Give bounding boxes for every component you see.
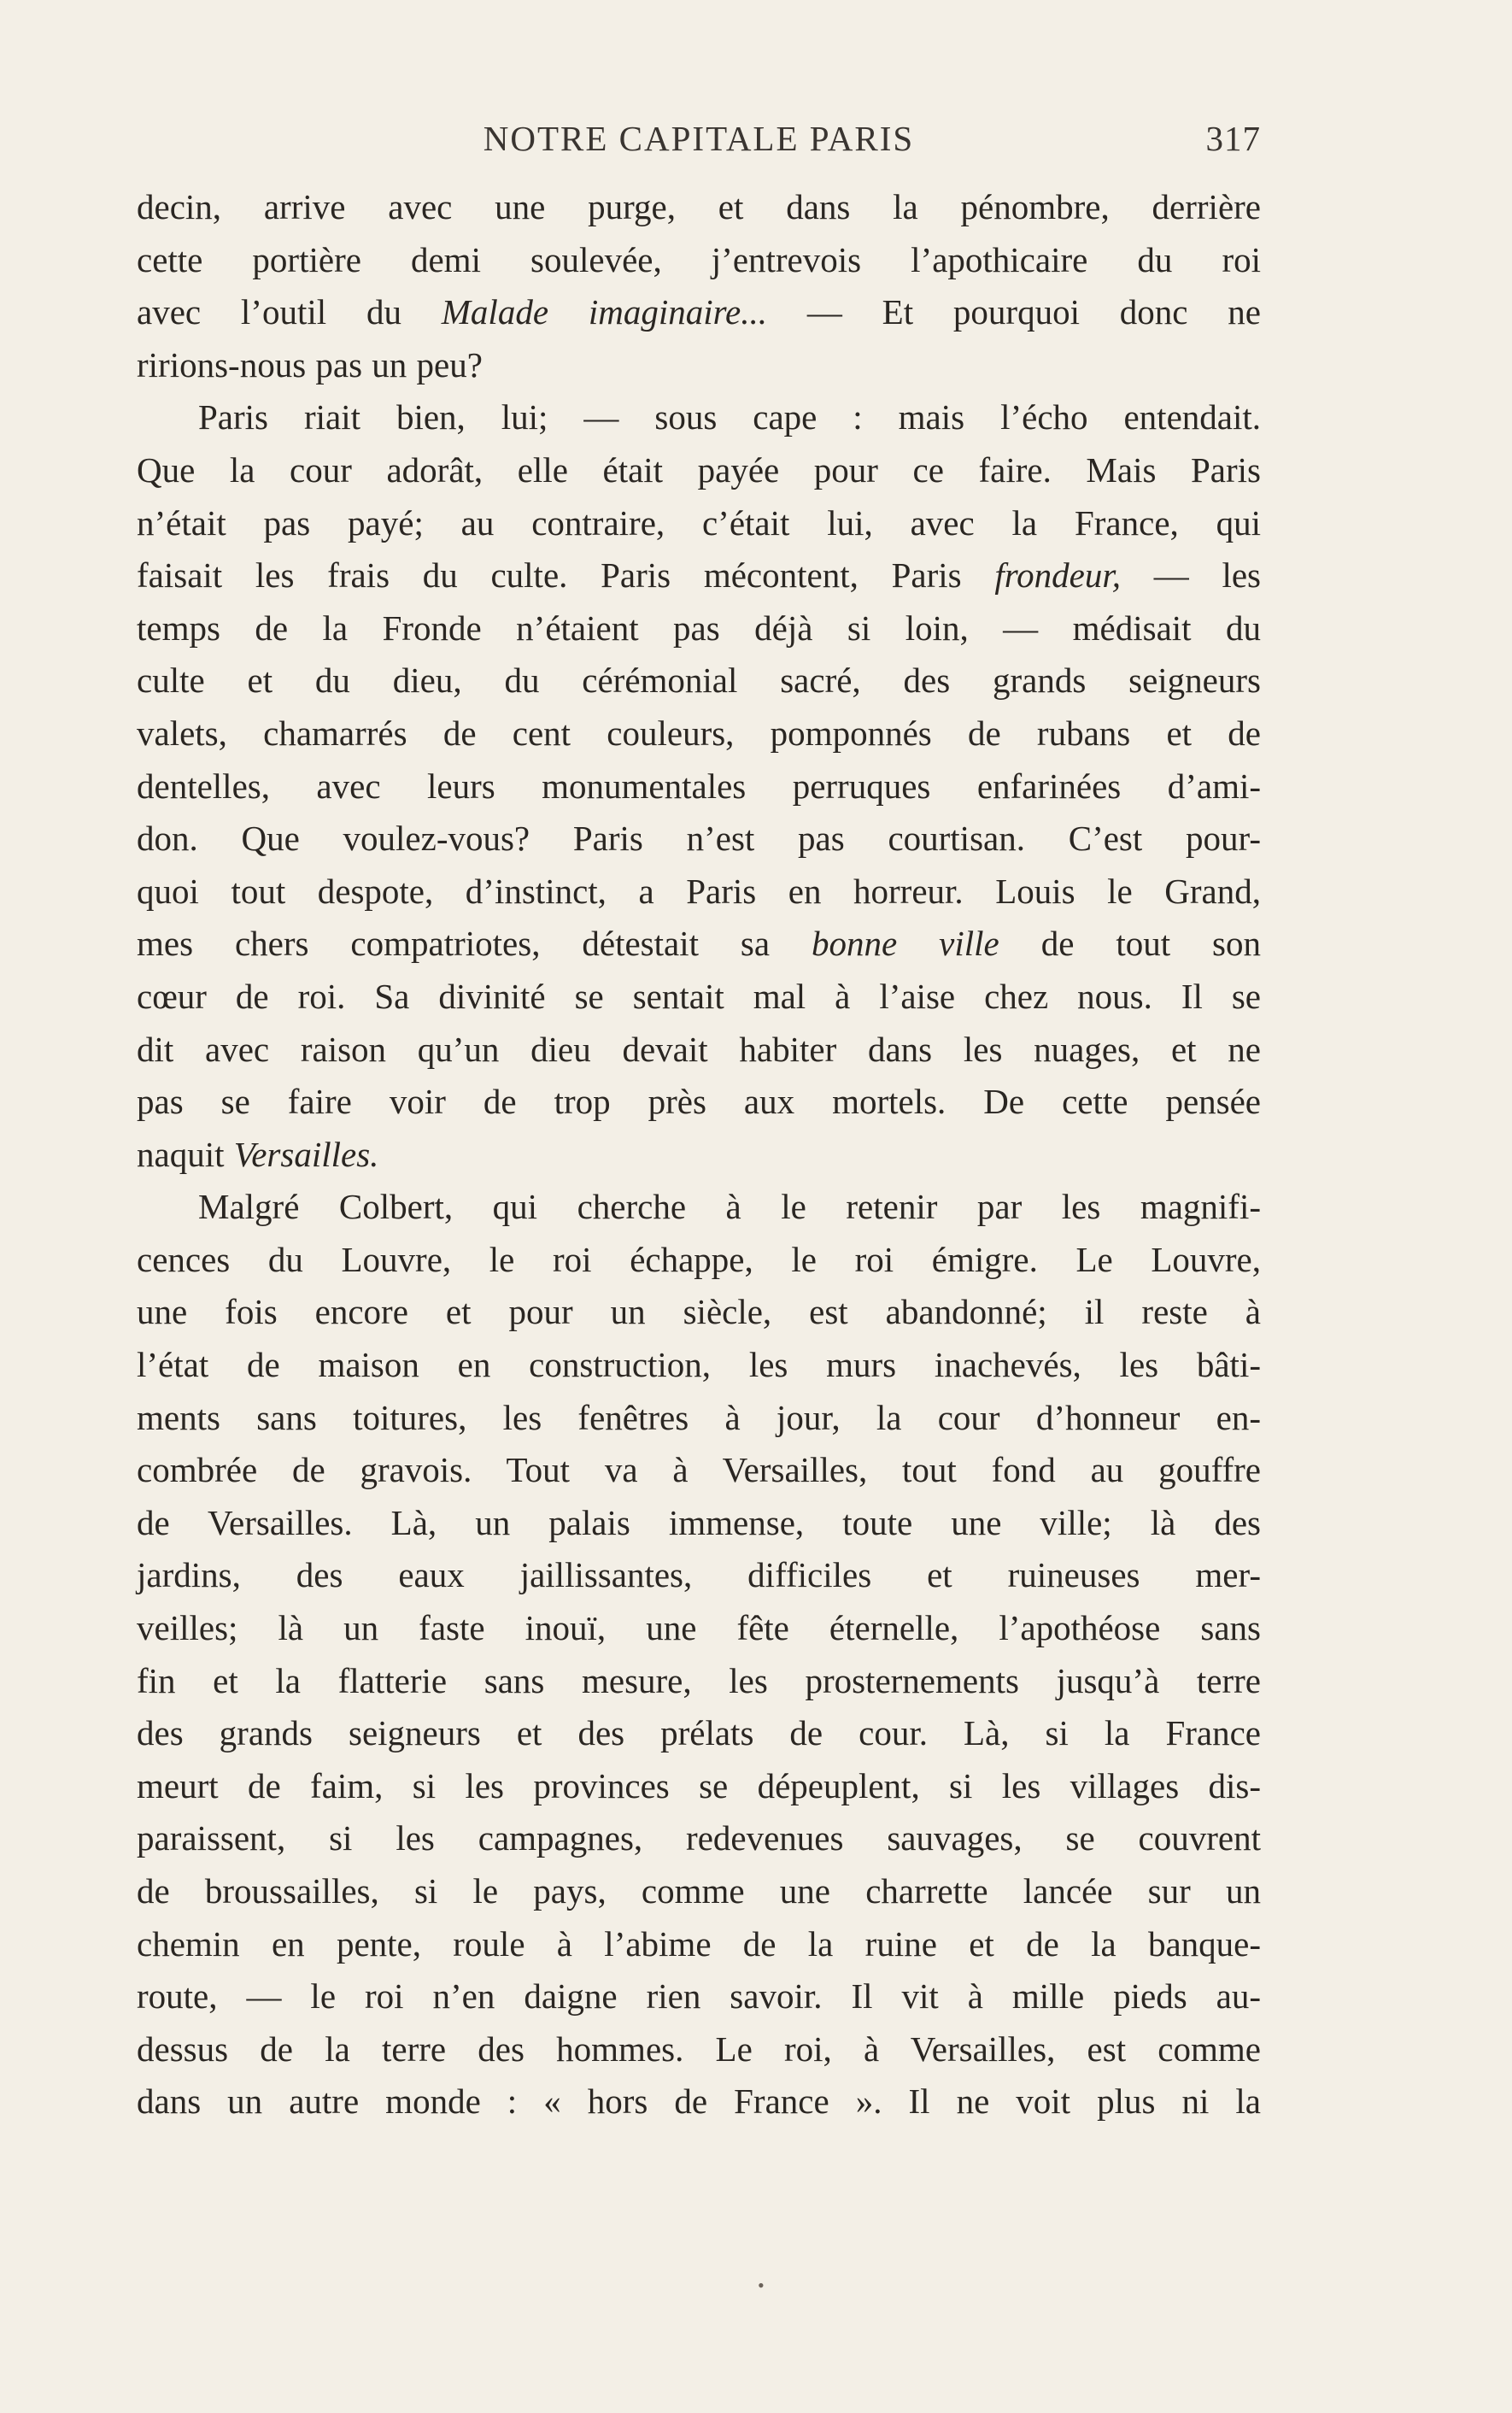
text-line <box>137 1497 1261 1550</box>
text-line <box>137 1181 1261 1234</box>
text-line-main: l’état de maison en construction, les murs inachevés, les bâti- <box>137 1345 1261 1385</box>
text-line-main: dessus de la terre des hommes. Le roi, à Versailles, est comme <box>137 2028 1261 2069</box>
text-line-main: mes chers compatriotes, détestait sa <box>137 924 812 964</box>
text-line-main: Malgré Colbert, qui cherche à le retenir par les magnifi- <box>198 1187 1261 1227</box>
text-line <box>137 1707 1261 1760</box>
text-line <box>137 1076 1261 1129</box>
text-line <box>137 971 1261 1024</box>
text-line <box>137 1286 1261 1339</box>
text-line-main: meurt de faim, si les provinces se dépeuplent, si les villages dis- <box>137 1765 1261 1805</box>
text-line <box>137 497 1261 550</box>
text-line <box>137 339 1261 392</box>
text-line-main: chemin en pente, roule à l’abime de la ruine et de la banque- <box>137 1923 1261 1964</box>
text-line <box>137 707 1261 760</box>
text-line-main: faisait les frais du culte. Paris mécontent, Paris <box>137 555 995 596</box>
text-line <box>137 1549 1261 1602</box>
text-line-main: fin et la flatterie sans mesure, les prosternements jusqu’à terre <box>137 1660 1261 1700</box>
text-line-main: jardins, des eaux jaillissantes, difficiles et ruineuses mer- <box>137 1555 1261 1595</box>
text-line-main: cette portière demi soulevée, j’entrevois l’apothicaire du roi <box>137 239 1261 279</box>
text-line-main: dentelles, avec leurs monumentales perruques enfarinées d’ami- <box>137 766 1261 806</box>
italic-text: frondeur, <box>994 555 1121 596</box>
italic-text: Malade imaginaire... <box>441 292 768 332</box>
text-line <box>137 866 1261 919</box>
text-line-main: cences du Louvre, le roi échappe, le roi émigre. Le Louvre, <box>137 1239 1261 1279</box>
text-line-main: quoi tout despote, d’instinct, a Paris en horreur. Louis le Grand, <box>137 871 1261 911</box>
text-line <box>137 760 1261 813</box>
text-line-main: route, — le roi n’en daigne rien savoir. Il vit à mille pieds au- <box>137 1976 1261 2017</box>
text-line-main: Paris riait bien, lui; — sous cape : mais l’écho entendait. <box>198 397 1261 437</box>
text-line <box>137 813 1261 866</box>
text-line <box>137 1760 1261 1813</box>
text-line-main: naquit <box>137 1134 234 1174</box>
body-text <box>137 181 1261 2128</box>
text-line <box>137 1339 1261 1392</box>
page-number: 317 <box>1205 119 1261 158</box>
running-title: NOTRE CAPITALE PARIS <box>483 119 915 158</box>
text-line-main: n’était pas payé; au contraire, c’était lui, avec la France, qui <box>137 502 1261 543</box>
text-line <box>137 444 1261 497</box>
text-line <box>137 602 1261 655</box>
text-line-tail: — les <box>1121 555 1261 596</box>
text-line <box>137 1970 1261 2023</box>
text-line-main: de Versailles. Là, un palais immense, toute une ville; là des <box>137 1502 1261 1542</box>
text-line <box>137 2023 1261 2076</box>
text-line <box>137 1444 1261 1497</box>
text-line-main: de broussailles, si le pays, comme une charrette lancée sur un <box>137 1871 1261 1911</box>
text-line-main: paraissent, si les campagnes, redevenues sauvages, se couvrent <box>137 1818 1261 1858</box>
text-line <box>137 1655 1261 1708</box>
text-line <box>137 918 1261 971</box>
text-line-main: veilles; là un faste inouï, une fête éternelle, l’apothéose sans <box>137 1608 1261 1648</box>
text-line-main: don. Que voulez-vous? Paris n’est pas courtisan. C’est pour- <box>137 819 1261 859</box>
text-line <box>137 234 1261 287</box>
text-line-tail: — Et pourquoi donc ne <box>767 292 1261 332</box>
text-line <box>137 391 1261 444</box>
text-line-main: ririons-nous pas un peu? <box>137 344 483 385</box>
text-line-main: des grands seigneurs et des prélats de cour. Là, si la France <box>137 1713 1261 1753</box>
text-line-main: ments sans toitures, les fenêtres à jour, la cour d’honneur en- <box>137 1397 1261 1437</box>
italic-text: Versailles. <box>233 1134 379 1174</box>
text-line <box>137 1024 1261 1077</box>
footer-mark: • <box>758 2275 765 2296</box>
text-line-main: avec l’outil du <box>137 292 442 332</box>
text-line <box>137 1234 1261 1287</box>
text-line-main: decin, arrive avec une purge, et dans la pénombre, derrière <box>137 187 1261 226</box>
text-line-main: Que la cour adorât, elle était payée pour ce faire. Mais Paris <box>137 449 1261 490</box>
italic-text: bonne ville <box>812 924 999 964</box>
text-line <box>137 2075 1261 2128</box>
text-line-main: culte et du dieu, du cérémonial sacré, des grands seigneurs <box>137 660 1261 701</box>
text-line-main: dans un autre monde : « hors de France ». Il ne voit plus ni la <box>137 2081 1261 2122</box>
text-line-main: pas se faire voir de trop près aux mortels. De cette pensée <box>137 1082 1261 1122</box>
text-line-main: valets, chamarrés de cent couleurs, pomponnés de rubans et de <box>137 713 1261 753</box>
text-line <box>137 1602 1261 1655</box>
text-line-main: temps de la Fronde n’étaient pas déjà si loin, — médisait du <box>137 608 1261 648</box>
page-header <box>137 118 1261 169</box>
text-line-main: combrée de gravois. Tout va à Versailles, tout fond au gouffre <box>137 1450 1261 1490</box>
text-line <box>137 655 1261 707</box>
text-line-tail: de tout son <box>999 924 1261 964</box>
text-line <box>137 1918 1261 1971</box>
text-line <box>137 286 1261 339</box>
text-line-main: une fois encore et pour un siècle, est abandonné; il reste à <box>137 1292 1261 1332</box>
text-line <box>137 1865 1261 1918</box>
text-line <box>137 1392 1261 1445</box>
text-line <box>137 181 1261 234</box>
text-line-main: cœur de roi. Sa divinité se sentait mal à l’aise chez nous. Il se <box>137 976 1261 1016</box>
text-line <box>137 549 1261 602</box>
text-line-main: dit avec raison qu’un dieu devait habiter dans les nuages, et ne <box>137 1029 1261 1069</box>
text-line <box>137 1129 1261 1182</box>
text-line <box>137 1812 1261 1865</box>
